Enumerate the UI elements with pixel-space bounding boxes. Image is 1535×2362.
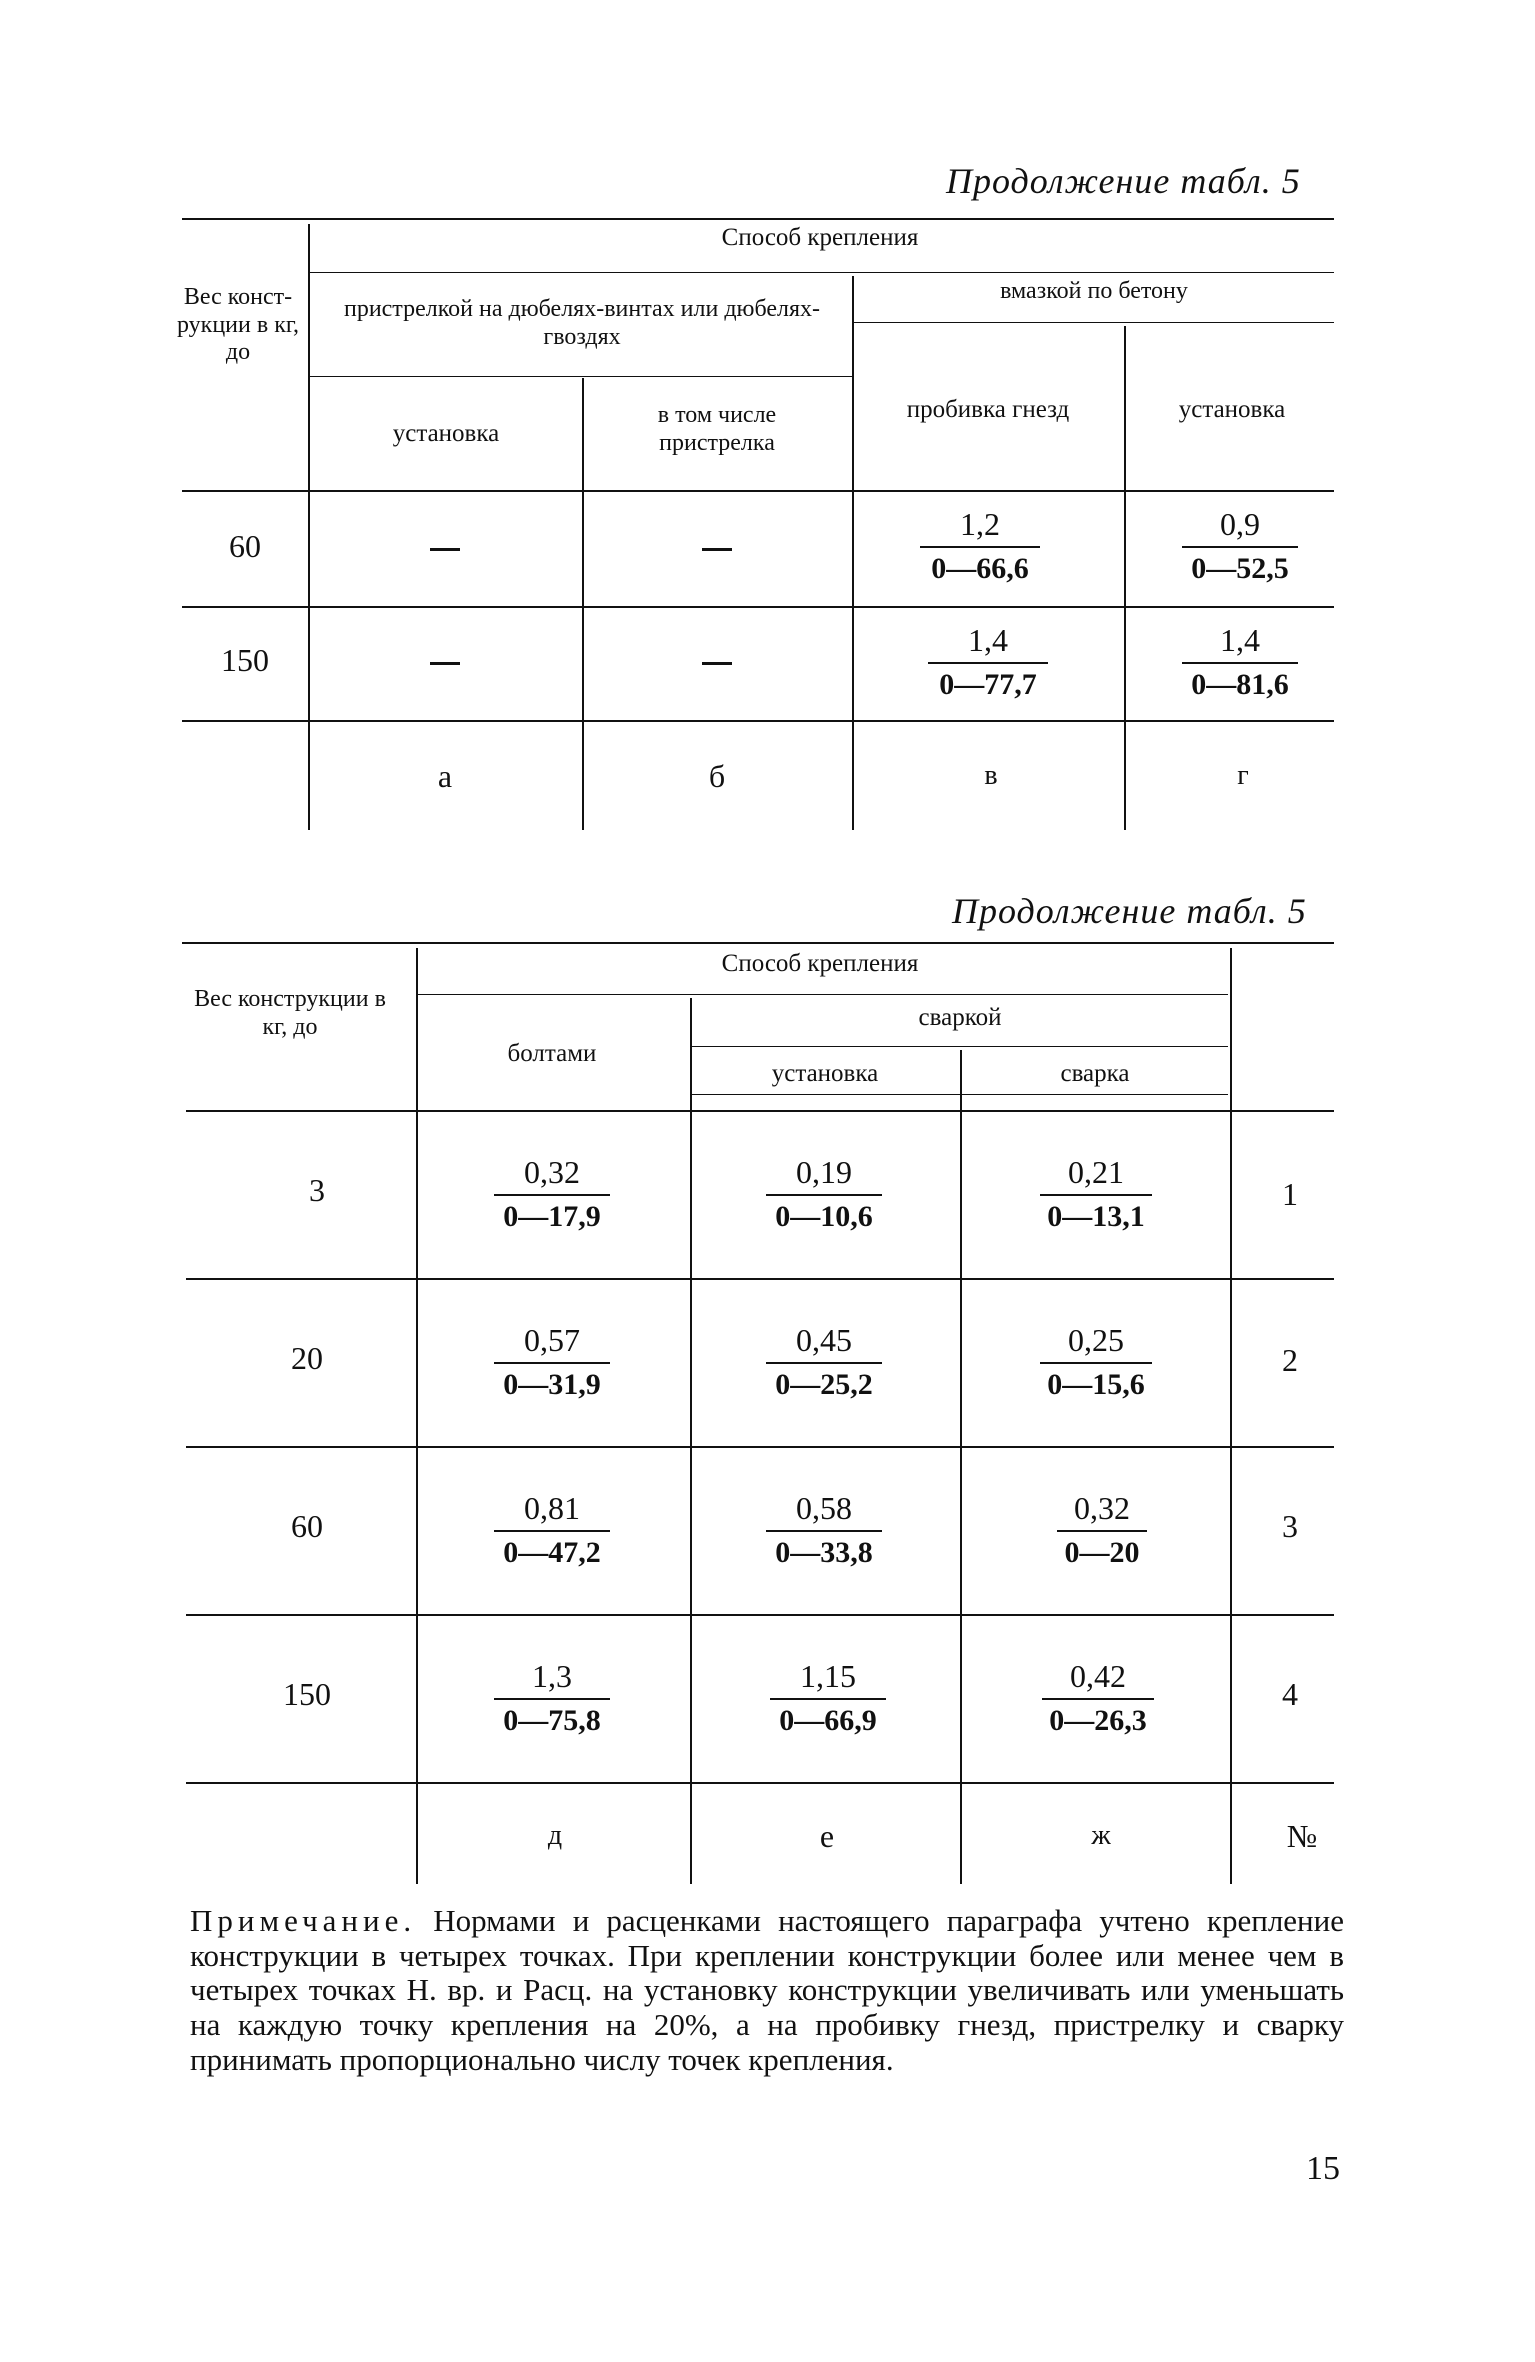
table1-method-rule	[310, 272, 1334, 273]
table2-row3-zh-bottom: 0—20	[1064, 1536, 1140, 1569]
table1-weight-header: Вес конст-рукции в кг, до	[176, 284, 299, 366]
table1-row2-a-dash	[430, 662, 460, 665]
table2-row2-zh-bottom: 0—15,6	[1047, 1368, 1145, 1401]
table1-row2-v-bottom: 0—77,7	[939, 668, 1037, 701]
table2-row4-zh-fraction	[1018, 1660, 1178, 1736]
table2-row1-zh-fraction	[1016, 1156, 1176, 1232]
table2-row2-rule	[186, 1446, 1334, 1448]
table2-col-letter-d: д	[547, 1820, 563, 1851]
table1-row2-g-bottom: 0—81,6	[1191, 668, 1289, 701]
table2-row3-d-top: 0,81	[524, 1490, 580, 1526]
table1-row1-v-bottom: 0—66,6	[931, 552, 1029, 585]
table2-col-letter-zh: ж	[1091, 1820, 1111, 1851]
table2-vline-weight	[416, 948, 418, 1884]
table2-header-rule	[186, 1110, 1334, 1112]
table2-caption: Продолжение табл. 5	[952, 891, 1307, 931]
footnote	[190, 1904, 1344, 2078]
table1-incl-shot-header: в том числе пристрелка	[657, 402, 777, 456]
table2-row3-d-fraction	[472, 1492, 632, 1568]
table2-vline-de	[690, 998, 692, 1884]
table1-row1-a-dash	[430, 548, 460, 551]
table1-row1-g-top: 0,9	[1220, 506, 1260, 542]
table1-row2-weight: 150	[221, 642, 269, 678]
table2-row1-zh-top: 0,21	[1068, 1154, 1124, 1190]
table2-method-rule	[418, 994, 1228, 995]
table2-welding-header: сваркой	[918, 1004, 1002, 1031]
table2-row1-e-bottom: 0—10,6	[775, 1200, 873, 1233]
page-number: 15	[1306, 2150, 1340, 2187]
table2-row1-zh-bottom: 0—13,1	[1047, 1200, 1145, 1233]
table2-row4-number: 4	[1282, 1676, 1298, 1712]
table1-col-letter-b: б	[708, 758, 726, 794]
table1-vline-weight	[308, 224, 310, 830]
table1-install-header: установка	[392, 420, 500, 447]
table2-row4-e-fraction	[748, 1660, 908, 1736]
table2-row3-number: 3	[1282, 1508, 1298, 1544]
table1-col-letter-v: в	[984, 760, 998, 791]
table2-row2-d-top: 0,57	[524, 1322, 580, 1358]
table2-row1-e-fraction	[744, 1156, 904, 1232]
table2-row2-zh-top: 0,25	[1068, 1322, 1124, 1358]
table1-method-header: Способ крепления	[721, 224, 919, 251]
table2-vline-n	[1230, 948, 1232, 1884]
table1-row2-g-top: 1,4	[1220, 622, 1260, 658]
table1-col-letter-g: г	[1237, 760, 1249, 791]
table2-row3-zh-top: 0,32	[1074, 1490, 1130, 1526]
table2-row2-e-bottom: 0—25,2	[775, 1368, 873, 1401]
table2-row1-e-top: 0,19	[796, 1154, 852, 1190]
table2-row1-number: 1	[1282, 1176, 1298, 1212]
table1-vline-bv	[852, 276, 854, 830]
table1-shot-rule	[310, 376, 852, 377]
table1-row1-weight: 60	[229, 528, 261, 564]
table2-row3-e-top: 0,58	[796, 1490, 852, 1526]
table2-row2-zh-fraction	[1016, 1324, 1176, 1400]
table2-weld-header: сварка	[1060, 1060, 1130, 1087]
table2-row4-d-fraction	[472, 1660, 632, 1736]
table2-row1-rule	[186, 1278, 1334, 1280]
table2-row1-weight: 3	[309, 1172, 325, 1208]
table2-row4-e-top: 1,15	[800, 1658, 856, 1694]
table1-bottom-rule	[182, 720, 1334, 722]
table1-embed-rule	[852, 322, 1334, 323]
table1-header-rule	[182, 490, 1334, 492]
table2-row2-e-top: 0,45	[796, 1322, 852, 1358]
table2-row2-d-fraction	[472, 1324, 632, 1400]
table1-row2-g-fraction	[1160, 624, 1320, 700]
footnote-label: Примечание.	[190, 1903, 417, 1938]
table1-row1-b-dash	[702, 548, 732, 551]
table2-row2-d-bottom: 0—31,9	[503, 1368, 601, 1401]
table2-row4-weight: 150	[283, 1676, 331, 1712]
table2-row3-d-bottom: 0—47,2	[503, 1536, 601, 1569]
table1-row2-v-fraction	[908, 624, 1068, 700]
table1-row1-v-fraction	[900, 508, 1060, 584]
table2-col-letter-no: №	[1286, 1818, 1318, 1854]
table2-col-letter-e: е	[819, 1818, 835, 1854]
table1-install2-header: установка	[1178, 396, 1286, 423]
table2-row3-e-fraction	[744, 1492, 904, 1568]
table2-row4-zh-bottom: 0—26,3	[1049, 1704, 1147, 1737]
table2-row3-weight: 60	[291, 1508, 323, 1544]
table1-row1-g-fraction	[1160, 508, 1320, 584]
table1-vline-ab	[582, 378, 584, 830]
table2-method-header: Способ крепления	[721, 950, 919, 977]
table2-top-rule	[182, 942, 1334, 944]
table2-row2-number: 2	[1282, 1342, 1298, 1378]
table2-vline-ezh	[960, 1050, 962, 1884]
table2-row3-zh-fraction	[1022, 1492, 1182, 1568]
table1-row1-v-top: 1,2	[960, 506, 1000, 542]
table1-row2-b-dash	[702, 662, 732, 665]
table1-row-rule	[182, 606, 1334, 608]
table1-vline-vg	[1124, 326, 1126, 830]
table1-punch-header: пробивка гнезд	[906, 396, 1070, 423]
table2-row3-e-bottom: 0—33,8	[775, 1536, 873, 1569]
table1-row1-g-bottom: 0—52,5	[1191, 552, 1289, 585]
table2-subhead-rule	[690, 1094, 1228, 1095]
table2-row4-e-bottom: 0—66,9	[779, 1704, 877, 1737]
table1-shot-header: пристрелкой на дюбелях-винтах или дюбелях-гвоздях	[343, 296, 821, 350]
table2-row4-d-top: 1,3	[532, 1658, 572, 1694]
table2-row1-d-fraction	[472, 1156, 632, 1232]
table1-top-rule	[182, 218, 1334, 220]
table2-install-header: установка	[771, 1060, 879, 1087]
table2-row1-d-bottom: 0—17,9	[503, 1200, 601, 1233]
table1-col-letter-a: а	[437, 758, 453, 794]
table2-row2-weight: 20	[291, 1340, 323, 1376]
table2-row4-zh-top: 0,42	[1070, 1658, 1126, 1694]
table2-row2-e-fraction	[744, 1324, 904, 1400]
table1-row2-v-top: 1,4	[968, 622, 1008, 658]
table2-bottom-rule	[186, 1782, 1334, 1784]
table2-bolts-header: болтами	[507, 1040, 597, 1067]
table2-row4-d-bottom: 0—75,8	[503, 1704, 601, 1737]
table2-row1-d-top: 0,32	[524, 1154, 580, 1190]
footnote-text: Нормами и расценками настоящего параграфа учтено крепление конструкции в четырех точках. При креплении конструкции более или менее чем в четырех точках Н. вр. и Расц. на установку конструкции увеличивать или уменьшать на каждую точку крепления на 20%, а на пробивку гнезд, пристрелку и сварку принимать пропорционально числу точек крепления.	[190, 1903, 1344, 2077]
table2-row3-rule	[186, 1614, 1334, 1616]
table2-welding-rule	[690, 1046, 1228, 1047]
table1-caption: Продолжение табл. 5	[946, 161, 1301, 201]
table2-weight-header: Вес конструкции в кг, до	[194, 986, 386, 1040]
table1-embed-header: вмазкой по бетону	[1000, 278, 1188, 304]
